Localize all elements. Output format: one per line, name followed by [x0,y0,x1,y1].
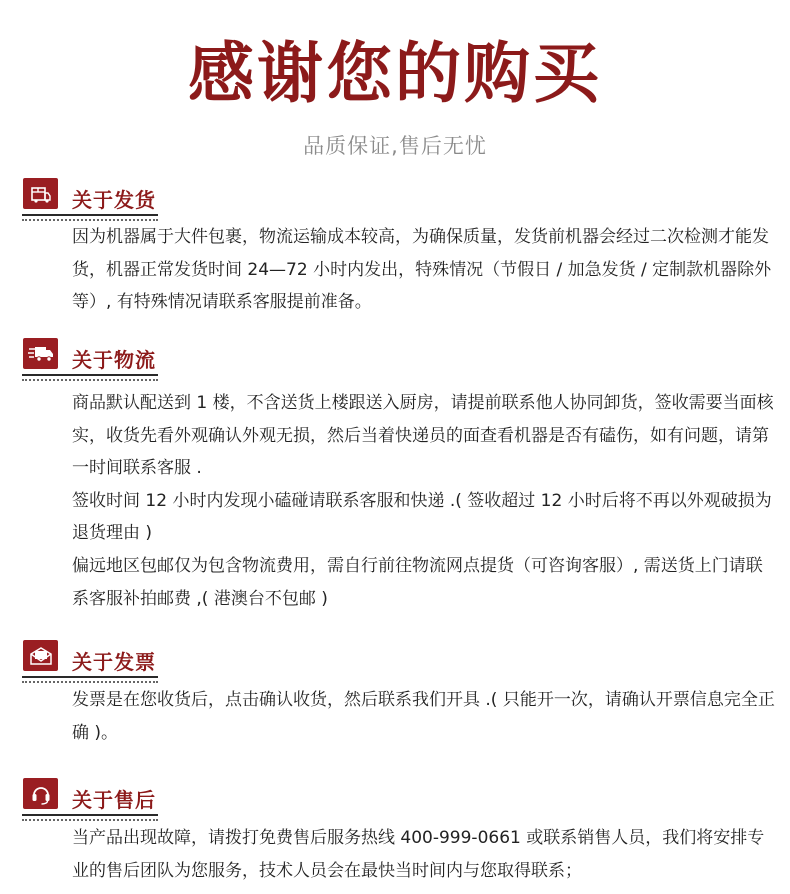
paragraph: 商品默认配送到 1 楼，不含送货上楼跟送入厨房，请提前联系他人协同卸货，签收需要当面核实，收货先看外观确认外观无损，然后当着快递员的面查看机器是否有磕伤，如有问题，请第一时间联系客服 . [72,393,774,479]
section-header [22,778,262,822]
section-body [72,387,777,615]
section-heading: 关于售后 [72,788,156,812]
section-heading: 关于发货 [72,188,156,212]
headset-icon [23,778,58,809]
section-header [22,640,262,684]
page-title: 感谢您的购买 [188,35,602,112]
section-body [72,822,777,887]
box-delivery-icon [23,178,58,209]
paragraph: 偏远地区包邮仅为包含物流费用，需自行前往物流网点提货（可咨询客服）, 需送货上门请联系客服补拍邮费 ,( 港澳台不包邮 ) [72,555,763,609]
heading-underline [22,676,158,678]
heading-underline [22,374,158,376]
section-body [72,684,777,749]
heading-underline [22,214,158,216]
heading-dotted-underline [22,681,158,683]
section-header [22,338,262,382]
paragraph: 发票是在您收货后，点击确认收货，然后联系我们开具 .( 只能开一次，请确认开票信息完全正确 )。 [72,690,775,743]
heading-dotted-underline [22,379,158,381]
section-header [22,178,262,222]
section-heading: 关于物流 [72,348,156,372]
paragraph: 当产品出现故障，请拨打免费售后服务热线 400-999-0661 或联系销售人员，我们将安排专业的售后团队为您服务，技术人员会在最快当时间内与您取得联系； [72,828,765,881]
paragraph: 签收时间 12 小时内发现小磕碰请联系客服和快递 .( 签收超过 12 小时后将不再以外观破损为退货理由 ) [72,490,772,544]
heading-dotted-underline [22,819,158,821]
section-heading: 关于发票 [72,650,156,674]
section-body [72,221,777,319]
delivery-truck-icon [23,338,58,369]
paragraph: 因为机器属于大件包裹，物流运输成本较高，为确保质量，发货前机器会经过二次检测才能发货，机器正常发货时间 24—72 小时内发出，特殊情况（节假日 / 加急发货 / 定制款机器除外等）, 有特殊情况请联系客服提前准备。 [72,227,772,313]
heading-underline [22,814,158,816]
page-subtitle: 品质保证,售后无忧 [303,134,487,158]
envelope-icon [23,640,58,671]
